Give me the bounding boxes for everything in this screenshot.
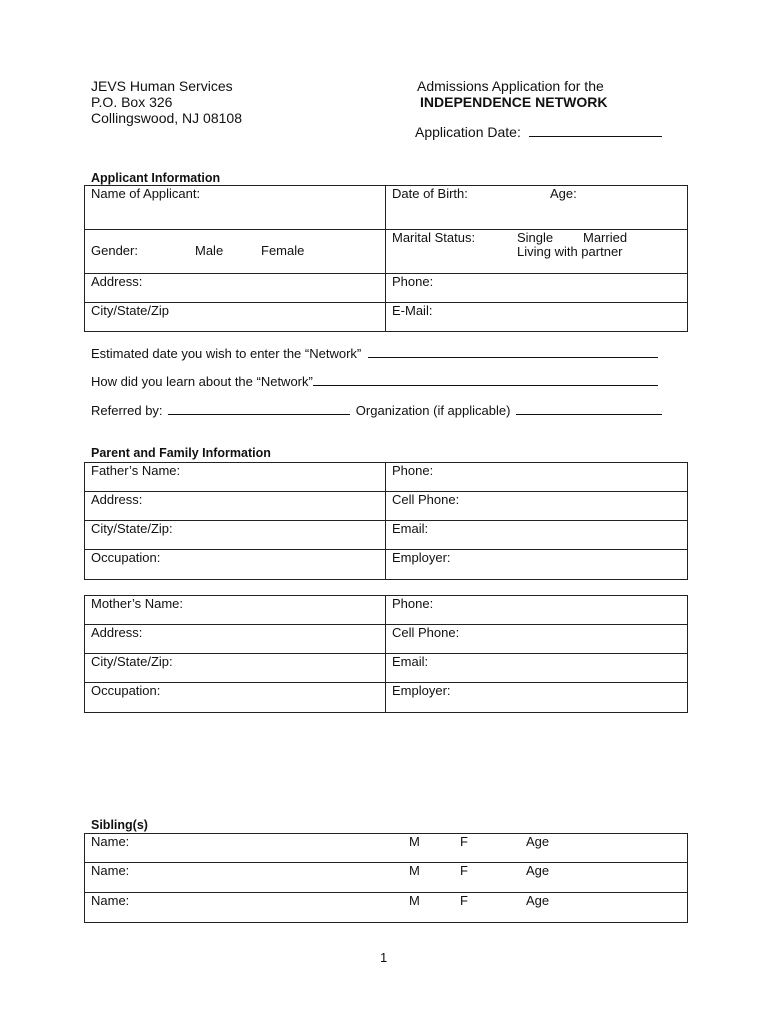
sibling-row [85, 834, 688, 863]
father-row-1 [85, 463, 688, 492]
applicant-name-label: Name of Applicant: [91, 186, 201, 201]
applicant-address-cell[interactable] [85, 274, 386, 303]
form-title: Admissions Application for the [417, 78, 604, 94]
dob-label: Date of Birth: [392, 186, 468, 201]
organization-label: Organization (if applicable) [355, 403, 511, 418]
father-employer-cell[interactable] [386, 550, 688, 580]
applicant-table [84, 185, 688, 332]
sibling-1-female-option[interactable]: F [460, 834, 468, 849]
applicant-email-cell[interactable] [386, 303, 688, 332]
mother-phone-label: Phone: [392, 596, 434, 611]
marital-label: Marital Status: [392, 230, 476, 245]
application-date-field[interactable] [529, 125, 662, 137]
father-city-cell[interactable] [85, 521, 386, 550]
entry-date-field[interactable] [368, 346, 658, 358]
gender-female-option[interactable]: Female [261, 243, 305, 258]
father-table [84, 462, 688, 580]
dob-cell[interactable] [386, 186, 688, 230]
applicant-name-cell[interactable] [85, 186, 386, 230]
sibling-1-name-label: Name: [91, 834, 130, 849]
sibling-3-male-option[interactable]: M [409, 893, 420, 908]
sibling-row [85, 863, 688, 893]
mother-email-label: Email: [392, 654, 429, 669]
gender-male-option[interactable]: Male [195, 243, 224, 258]
application-date-row [415, 124, 662, 140]
father-occupation-cell[interactable] [85, 550, 386, 580]
mother-occupation-cell[interactable] [85, 683, 386, 713]
org-po-box: P.O. Box 326 [91, 94, 173, 110]
applicant-row-2 [85, 230, 688, 274]
marital-cell [386, 230, 688, 274]
learn-about-label: How did you learn about the “Network” [91, 374, 313, 389]
father-email-label: Email: [392, 521, 429, 536]
sibling-1-male-option[interactable]: M [409, 834, 420, 849]
sibling-2-cell[interactable] [85, 863, 688, 893]
father-employer-label: Employer: [392, 550, 451, 565]
sibling-3-name-label: Name: [91, 893, 130, 908]
mother-occupation-label: Occupation: [91, 683, 161, 698]
father-row-2 [85, 492, 688, 521]
father-phone-cell[interactable] [386, 463, 688, 492]
mother-city-cell[interactable] [85, 654, 386, 683]
mother-employer-cell[interactable] [386, 683, 688, 713]
applicant-row-3 [85, 274, 688, 303]
org-name: JEVS Human Services [91, 78, 233, 94]
learn-about-question [91, 374, 658, 389]
organization-field[interactable] [516, 403, 662, 415]
sibling-2-male-option[interactable]: M [409, 863, 420, 878]
applicant-phone-cell[interactable] [386, 274, 688, 303]
gender-cell [85, 230, 386, 274]
applicant-email-label: E-Mail: [392, 303, 433, 318]
father-email-cell[interactable] [386, 521, 688, 550]
family-section-title: Parent and Family Information [91, 446, 271, 460]
sibling-3-cell[interactable] [85, 893, 688, 923]
father-address-label: Address: [91, 492, 143, 507]
form-title-block [417, 78, 607, 110]
father-address-cell[interactable] [85, 492, 386, 521]
mother-cell-phone-label: Cell Phone: [392, 625, 460, 640]
mother-phone-cell[interactable] [386, 596, 688, 625]
applicant-city-cell[interactable] [85, 303, 386, 332]
entry-date-question [91, 346, 658, 361]
mother-email-cell[interactable] [386, 654, 688, 683]
gender-label: Gender: [91, 243, 138, 258]
sibling-3-female-option[interactable]: F [460, 893, 468, 908]
application-date-label: Application Date: [415, 124, 521, 140]
page-number: 1 [380, 950, 388, 965]
referral-question [91, 403, 662, 418]
sibling-1-cell[interactable] [85, 834, 688, 863]
mother-city-label: City/State/Zip: [91, 654, 173, 669]
mother-name-label: Mother’s Name: [91, 596, 183, 611]
father-phone-label: Phone: [392, 463, 434, 478]
sibling-row [85, 893, 688, 923]
mother-row-2 [85, 625, 688, 654]
applicant-city-label: City/State/Zip [91, 303, 170, 318]
applicant-row-4 [85, 303, 688, 332]
mother-employer-label: Employer: [392, 683, 451, 698]
mother-name-cell[interactable] [85, 596, 386, 625]
program-name: INDEPENDENCE NETWORK [420, 94, 608, 110]
father-cell-phone-cell[interactable] [386, 492, 688, 521]
mother-address-label: Address: [91, 625, 143, 640]
applicant-row-1 [85, 186, 688, 230]
father-row-4 [85, 550, 688, 580]
mother-table [84, 595, 688, 713]
father-cell-phone-label: Cell Phone: [392, 492, 460, 507]
mother-cell-phone-cell[interactable] [386, 625, 688, 654]
mother-address-cell[interactable] [85, 625, 386, 654]
marital-single-option[interactable]: Single [517, 230, 554, 245]
age-label: Age: [550, 186, 577, 201]
father-name-cell[interactable] [85, 463, 386, 492]
father-city-label: City/State/Zip: [91, 521, 173, 536]
learn-about-field[interactable] [313, 374, 658, 386]
referred-by-field[interactable] [168, 403, 350, 415]
mother-row-3 [85, 654, 688, 683]
sibling-3-age-label: Age [526, 893, 550, 908]
entry-date-label: Estimated date you wish to enter the “Network” [91, 346, 362, 361]
applicant-phone-label: Phone: [392, 274, 434, 289]
siblings-section-title: Sibling(s) [91, 818, 148, 832]
siblings-table [84, 833, 688, 923]
org-city: Collingswood, NJ 08108 [91, 110, 242, 126]
father-row-3 [85, 521, 688, 550]
sibling-2-female-option[interactable]: F [460, 863, 468, 878]
org-address-block [91, 78, 242, 126]
applicant-section-title: Applicant Information [91, 171, 221, 185]
marital-partner-option[interactable]: Living with partner [517, 244, 623, 259]
sibling-2-age-label: Age [526, 863, 550, 878]
sibling-2-name-label: Name: [91, 863, 130, 878]
mother-row-1 [85, 596, 688, 625]
father-name-label: Father’s Name: [91, 463, 181, 478]
referred-by-label: Referred by: [91, 403, 163, 418]
mother-row-4 [85, 683, 688, 713]
father-occupation-label: Occupation: [91, 550, 161, 565]
sibling-1-age-label: Age [526, 834, 550, 849]
marital-married-option[interactable]: Married [583, 230, 628, 245]
applicant-address-label: Address: [91, 274, 143, 289]
